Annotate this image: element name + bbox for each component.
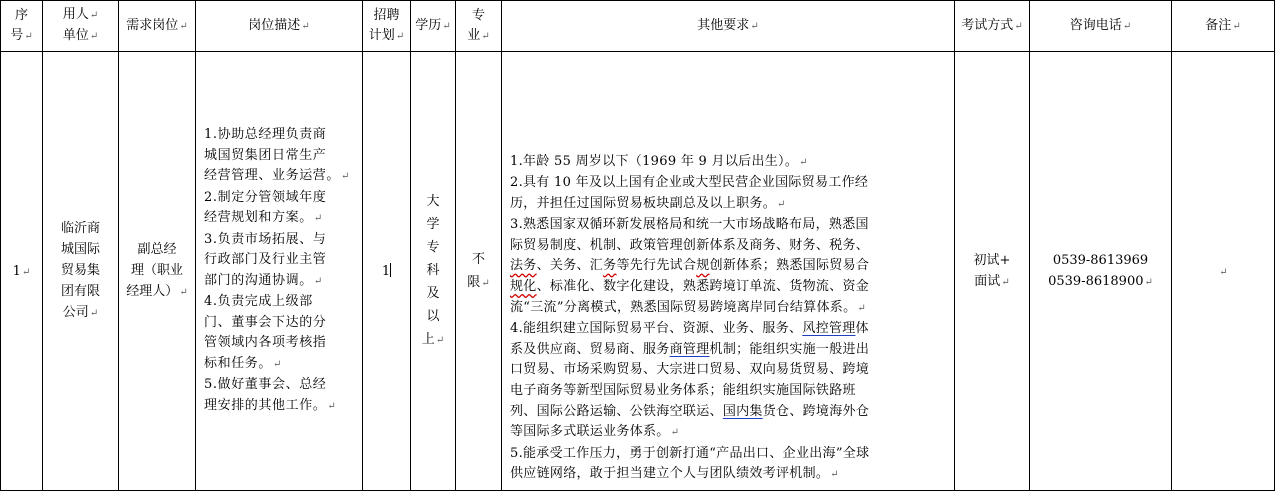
header-description: 岗位描述↵ [196, 1, 363, 52]
header-exam: 考试方式↵ [955, 1, 1030, 52]
cell-phone: 0539-8613969 0539-8618900↵ [1030, 52, 1172, 491]
header-other: 其他要求↵ [502, 1, 955, 52]
cell-description: 1.协助总经理负责商 城国贸集团日常生产 经营管理、业务运营。↵ 2.制定分管领域年度 经营规划和方案。↵ 3.负责市场拓展、与 行政部门及行业主管 部门的沟通协调。↵ 4.负责完成上级部 门、董事会下达的分 管领域内各项考核指 标和任务。↵ 5.做好董事会、总经 理安排的其他工作。↵ [196, 52, 363, 491]
cell-other-requirements: 1.年龄 55 周岁以下（1969 年 9 月以后出生）。↵ 2.具有 10 年及以上国有企业或大型民营企业国际贸易工作经 历，并担任过国际贸易板块副总及以上职务。↵ 3.熟悉国家双循环新发展格局和统一大市场战略布局，熟悉国 际贸易制度、机制、政策管理创新体系及商务、财务、税务、 法务、关务、汇务等先行先试合规创新体系；熟悉国际贸易合 规化、标准化、数字化建设，熟悉跨境订单流、货物流、资金 流“三流”分离模式，熟悉国际贸易跨境离岸同台结算体系。↵ 4.能组织建立国际贸易平台、资源、业务、服务、风控管理体 系及供应商、贸易商、服务商管理机制；能组织实施一般进出 口贸易、市场采购贸易、大宗进口贸易、双向易货贸易、跨境 电子商务等新型国际贸易业务体系；能组织实施国际铁路班 列、国际公路运输、公铁海空联运、国内集货仓、跨境海外仓 等国际多式联运业务体系。↵ 5.能承受工作压力，勇于创新打通“产品出口、企业出海”全球 供应链网络，敢于担当建立个人与团队绩效考评机制。↵ [502, 52, 955, 491]
header-row [1, 1, 1275, 52]
header-plan: 招聘 计划↵ [363, 1, 411, 52]
cell-plan: 1 [363, 52, 411, 491]
header-phone: 咨询电话↵ [1030, 1, 1172, 52]
cell-exam: 初试+ 面试↵ [955, 52, 1030, 491]
cell-education: 大 学 专 科 及 以 上↵ [411, 52, 456, 491]
cell-employer: 临沂商 城国际 贸易集 团有限 公司↵ [43, 52, 119, 491]
header-remark: 备注↵ [1172, 1, 1275, 52]
cell-remark: ↵ [1172, 52, 1275, 491]
header-seq: 序 号↵ [1, 1, 43, 52]
table-row [1, 52, 1275, 491]
header-education: 学历↵ [411, 1, 456, 52]
cell-position: 副总经 理（职业 经理人）↵ [119, 52, 196, 491]
header-employer: 用人↵ 单位↵ [43, 1, 119, 52]
cell-seq: 1↵ [1, 52, 43, 491]
cell-major: 不 限↵ [456, 52, 502, 491]
header-position: 需求岗位↵ [119, 1, 196, 52]
header-major: 专 业↵ [456, 1, 502, 52]
